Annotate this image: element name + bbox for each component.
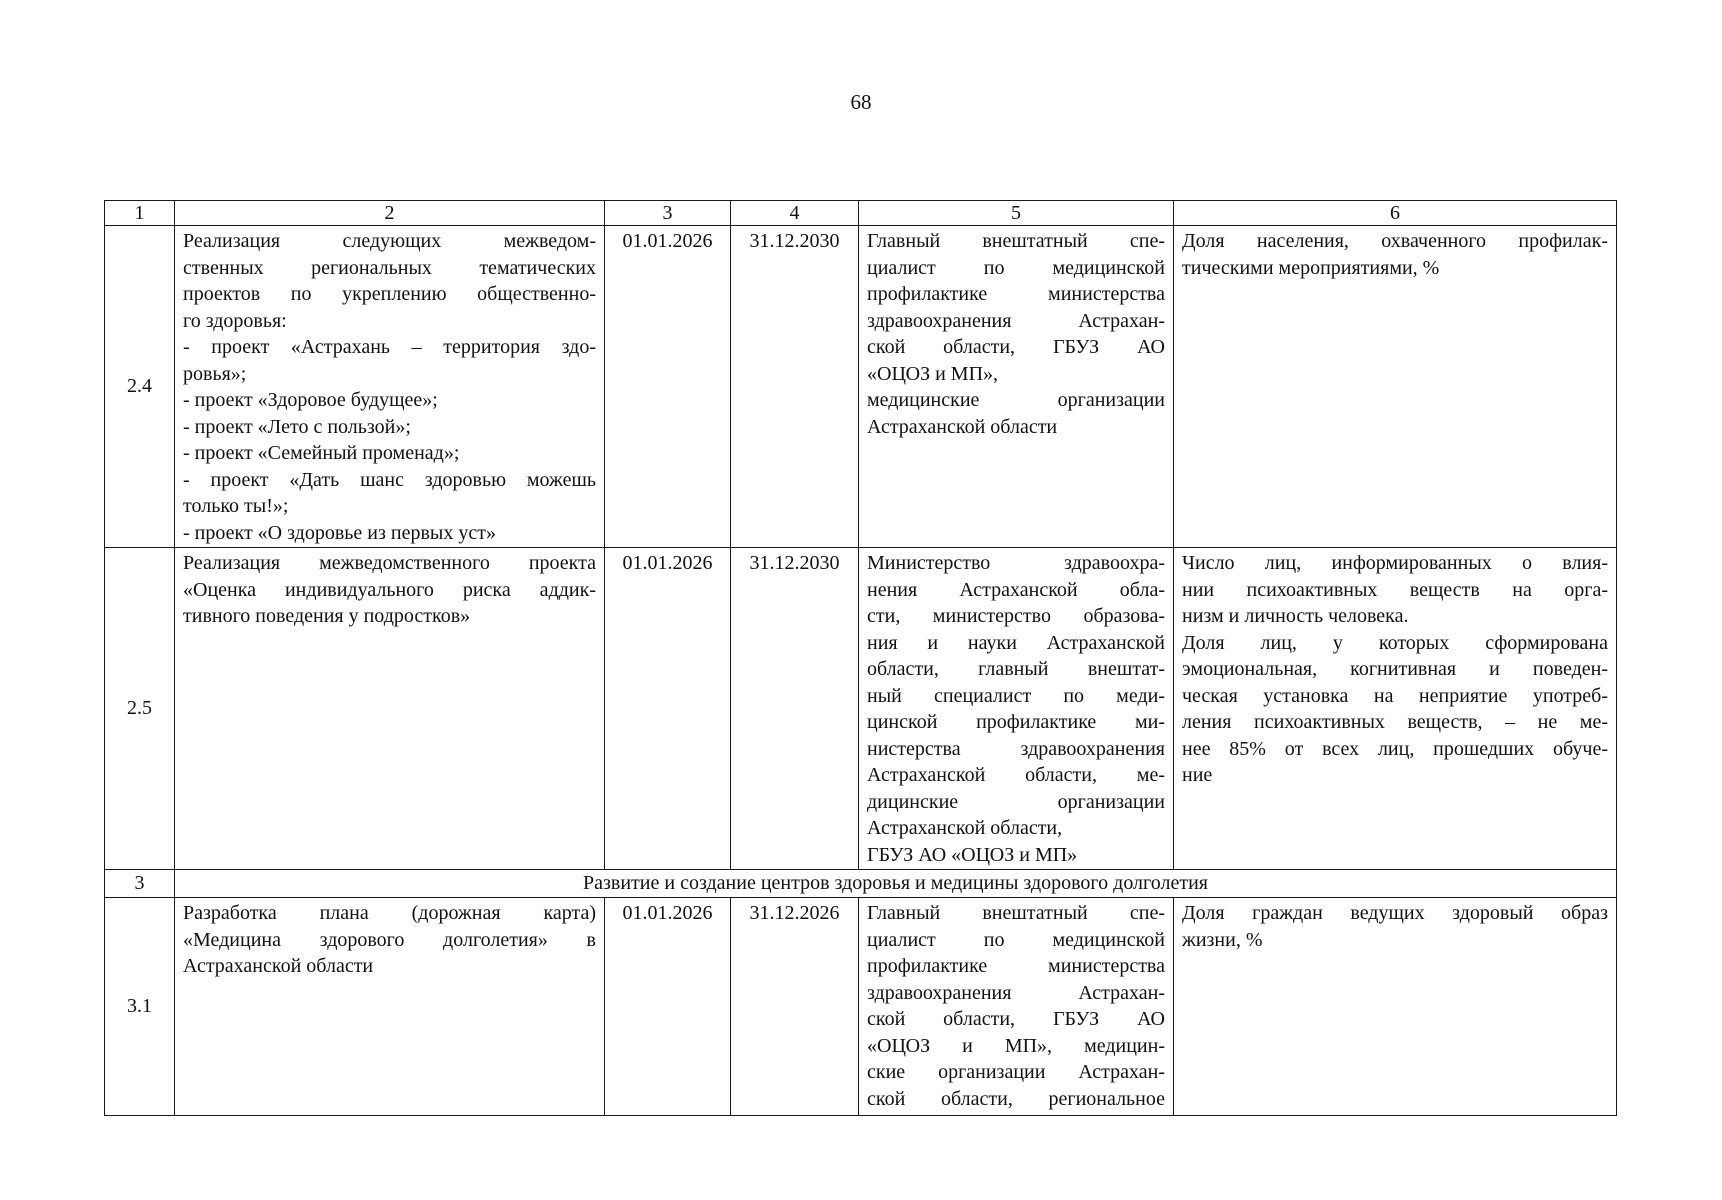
text-line: нии психоактивных веществ на орга- [1182, 578, 1608, 601]
text-line: Реализация следующих межведом- [183, 230, 596, 252]
text-line: нения Астраханской обла- [867, 578, 1165, 601]
start-date: 01.01.2026 [605, 226, 731, 548]
header-cell: 1 [105, 201, 175, 226]
text-line: Доля населения, охваченного профилак- [1182, 230, 1608, 252]
text-line: нистерства здравоохранения [867, 737, 1165, 760]
text-line: Астраханской области [183, 955, 374, 977]
text-line: ской области, региональное [867, 1087, 1165, 1110]
row-number: 2.4 [105, 226, 175, 548]
text-line: ственных региональных тематических [183, 256, 596, 279]
text-line: - проект «Лето с пользой»; [183, 415, 411, 438]
activities-table [104, 200, 1617, 1116]
text-line: ГБУЗ АО «ОЦОЗ и МП» [867, 843, 1078, 866]
text-line: «Медицина здорового долголетия» в [183, 928, 596, 951]
text-line: Главный внештатный спе- [867, 902, 1165, 924]
activity-cell [175, 226, 605, 548]
text-line: проектов по укреплению общественно- [183, 283, 596, 305]
row-number: 3.1 [105, 898, 175, 1116]
text-line: Число лиц, информированных о влия- [1182, 552, 1608, 574]
table-row [105, 226, 1617, 548]
text-line: циалист по медицинской [867, 928, 1165, 951]
start-date: 01.01.2026 [605, 898, 731, 1116]
end-date: 31.12.2030 [731, 226, 859, 548]
text-line: низм и личность человека. [1182, 605, 1409, 627]
text-line: Министерство здравоохра- [867, 552, 1165, 574]
start-date: 01.01.2026 [605, 548, 731, 870]
text-line: эмоциональная, когнитивная и поведен- [1182, 658, 1608, 680]
text-line: ния и науки Астраханской [867, 631, 1165, 654]
row-number: 2.5 [105, 548, 175, 870]
responsible-cell [859, 226, 1174, 548]
text-line: ления психоактивных веществ, – не ме- [1182, 711, 1608, 733]
text-line: только ты!»; [183, 495, 289, 517]
section-number: 3 [105, 870, 175, 898]
header-cell: 6 [1174, 201, 1617, 226]
text-line: дицинские организации [867, 790, 1165, 813]
indicator-cell [1174, 898, 1617, 1116]
indicator-cell [1174, 548, 1617, 870]
table-row [105, 548, 1617, 870]
text-line: «ОЦОЗ и МП», медицин- [867, 1034, 1165, 1057]
header-cell: 4 [731, 201, 859, 226]
table-header-row [105, 201, 1617, 226]
text-line: Главный внештатный спе- [867, 230, 1165, 252]
text-line: здравоохранения Астрахан- [867, 309, 1165, 332]
text-line: ческая установка на неприятие употреб- [1182, 684, 1608, 707]
text-line: медицинские организации [867, 389, 1165, 411]
header-cell: 5 [859, 201, 1174, 226]
text-line: здравоохранения Астрахан- [867, 981, 1165, 1004]
text-line: ские организации Астрахан- [867, 1061, 1165, 1083]
text-line: Доля лиц, у которых сформирована [1182, 631, 1608, 654]
text-line: ный специалист по меди- [867, 684, 1165, 707]
text-line: «ОЦОЗ и МП», [867, 362, 999, 385]
text-line: циалист по медицинской [867, 256, 1165, 279]
section-title: Развитие и создание центров здоровья и медицины здорового долголетия [175, 870, 1617, 898]
section-row [105, 870, 1617, 898]
text-line: нее 85% от всех лиц, прошедших обуче- [1182, 737, 1608, 760]
text-line: Доля граждан ведущих здоровый образ [1182, 902, 1608, 924]
text-line: тическими мероприятиями, % [1182, 256, 1440, 279]
text-line: тивного поведения у подростков» [183, 605, 471, 627]
text-line: ние [1182, 764, 1213, 786]
text-line: - проект «Здоровое будущее»; [183, 389, 438, 411]
text-line: - проект «О здоровье из первых уст» [183, 521, 496, 544]
text-line: ской области, ГБУЗ АО [867, 1008, 1165, 1030]
text-line: - проект «Семейный променад»; [183, 442, 460, 464]
responsible-cell [859, 898, 1174, 1116]
end-date: 31.12.2030 [731, 548, 859, 870]
text-line: ровья»; [183, 362, 247, 385]
activity-cell [175, 548, 605, 870]
text-line: - проект «Астрахань – территория здо- [183, 336, 596, 358]
text-line: - проект «Дать шанс здоровью можешь [183, 468, 596, 491]
text-line: жизни, % [1182, 928, 1263, 951]
header-cell: 3 [605, 201, 731, 226]
text-line: Астраханской области [867, 415, 1058, 438]
text-line: «Оценка индивидуального риска аддик- [183, 578, 596, 601]
text-line: го здоровья: [183, 309, 287, 332]
page-number: 68 [850, 90, 872, 114]
text-line: ской области, ГБУЗ АО [867, 336, 1165, 358]
text-line: Астраханской области, ме- [867, 764, 1165, 786]
header-cell: 2 [175, 201, 605, 226]
activity-cell [175, 898, 605, 1116]
text-line: профилактике министерства [867, 955, 1165, 977]
text-line: области, главный внештат- [867, 658, 1165, 680]
indicator-cell [1174, 226, 1617, 548]
responsible-cell [859, 548, 1174, 870]
text-line: профилактике министерства [867, 283, 1165, 305]
text-line: Реализация межведомственного проекта [183, 552, 596, 574]
text-line: Разработка плана (дорожная карта) [183, 902, 596, 924]
end-date: 31.12.2026 [731, 898, 859, 1116]
text-line: цинской профилактике ми- [867, 711, 1165, 733]
text-line: Астраханской области, [867, 817, 1063, 839]
text-line: сти, министерство образова- [867, 605, 1165, 627]
table-row [105, 898, 1617, 1116]
